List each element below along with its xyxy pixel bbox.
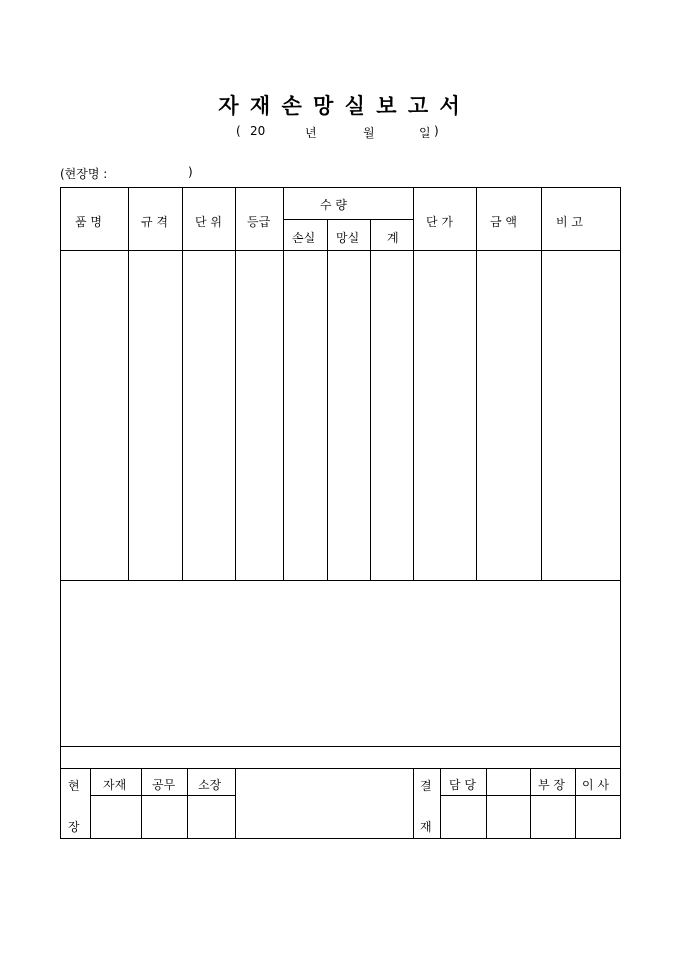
- header-unit-price: 단 가: [426, 215, 453, 229]
- document-title: 자 재 손 망 실 보 고 서: [218, 93, 462, 118]
- approval-role-staff: 담 당: [449, 778, 476, 792]
- date-year-label: 년: [305, 126, 317, 140]
- approval-role-engineering: 공무: [152, 778, 176, 792]
- header-remarks: 비 고: [556, 215, 583, 229]
- approval-role-material: 자재: [103, 778, 127, 792]
- header-total: 계: [387, 231, 399, 245]
- header-loss: 손실: [292, 231, 316, 245]
- site-name-close: ): [188, 165, 193, 179]
- approval-right-side-top: 결: [420, 779, 432, 793]
- approval-role-site-manager: 소장: [198, 778, 222, 792]
- header-spec: 규 격: [141, 215, 168, 229]
- table-outer-border: [61, 188, 621, 839]
- date-day-label: 일: [419, 126, 431, 140]
- header-amount: 금 액: [490, 215, 517, 229]
- date-year-prefix: 20: [250, 124, 266, 138]
- site-name-label: (현장명 :: [60, 167, 108, 181]
- date-month-label: 월: [363, 126, 375, 140]
- date-close-paren: ): [434, 124, 439, 138]
- header-item-name: 품 명: [75, 215, 102, 229]
- approval-role-director: 이 사: [582, 778, 609, 792]
- approval-left-side-bottom: 장: [68, 820, 80, 834]
- date-open-paren: (: [236, 124, 241, 138]
- header-quantity: 수 량: [320, 198, 347, 212]
- approval-left-side-top: 현: [68, 779, 80, 793]
- header-unit: 단 위: [195, 215, 222, 229]
- header-missing: 망실: [336, 231, 360, 245]
- approval-role-department-head: 부 장: [538, 778, 565, 792]
- header-grade: 등급: [247, 215, 271, 229]
- approval-right-side-bottom: 재: [420, 820, 432, 834]
